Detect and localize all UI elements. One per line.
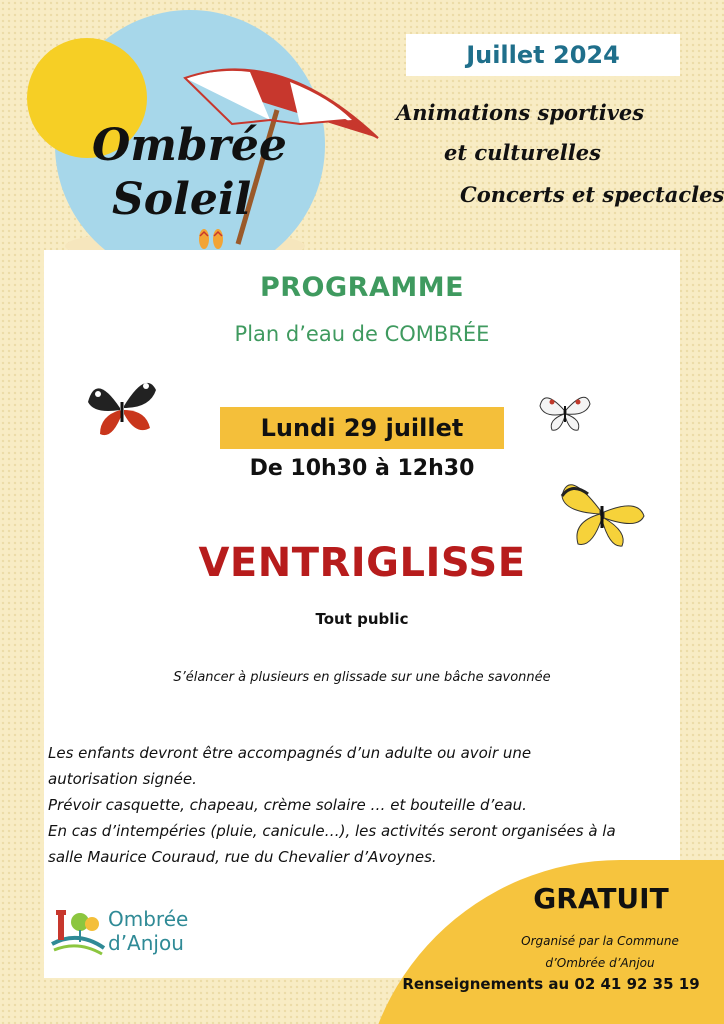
event-title: VENTRIGLISSE <box>198 540 526 586</box>
note-line: salle Maurice Couraud, rue du Chevalier d’Avoynes. <box>48 848 437 866</box>
organiser-text <box>490 930 710 974</box>
organiser-line2: d’Ombrée d’Anjou <box>545 956 655 970</box>
month-banner: Juillet 2024 <box>406 34 680 76</box>
event-date: Lundi 29 juillet <box>220 407 504 449</box>
price-label: GRATUIT <box>533 882 669 915</box>
town-logo-line1: Ombrée <box>108 907 189 931</box>
town-logo-text <box>108 907 188 955</box>
note-line: Prévoir casquette, chapeau, crème solaire … et bouteille d’eau. <box>48 796 527 814</box>
contact-phone: Renseignements au 02 41 92 35 19 <box>402 975 700 993</box>
event-time: De 10h30 à 12h30 <box>249 456 475 481</box>
butterfly-white-icon <box>538 388 592 434</box>
program-title: PROGRAMME <box>259 272 465 303</box>
tagline-3: Concerts et spectacles <box>460 182 724 207</box>
event-audience: Tout public <box>315 610 409 628</box>
note-line: Les enfants devront être accompagnés d’un adulte ou avoir une <box>48 744 532 762</box>
ombree-soleil-logo <box>0 0 390 265</box>
logo-line2: Soleil <box>112 174 252 225</box>
organiser-line1: Organisé par la Commune <box>521 934 679 948</box>
tagline-1: Animations sportives <box>396 100 645 125</box>
butterfly-yellow-icon <box>558 472 648 550</box>
butterfly-red-icon <box>86 372 158 442</box>
program-location: Plan d’eau de COMBRÉE <box>234 322 490 346</box>
ombree-anjou-logo <box>48 900 108 960</box>
town-logo-line2: d’Anjou <box>108 931 184 955</box>
note-line: En cas d’intempéries (pluie, canicule…), les activités seront organisées à la <box>48 822 616 840</box>
tagline-2: et culturelles <box>444 140 601 165</box>
event-notes <box>48 740 678 870</box>
note-line: autorisation signée. <box>48 770 197 788</box>
event-description: S’élancer à plusieurs en glissade sur une bâche savonnée <box>173 670 551 685</box>
logo-line1: Ombrée <box>92 120 287 171</box>
